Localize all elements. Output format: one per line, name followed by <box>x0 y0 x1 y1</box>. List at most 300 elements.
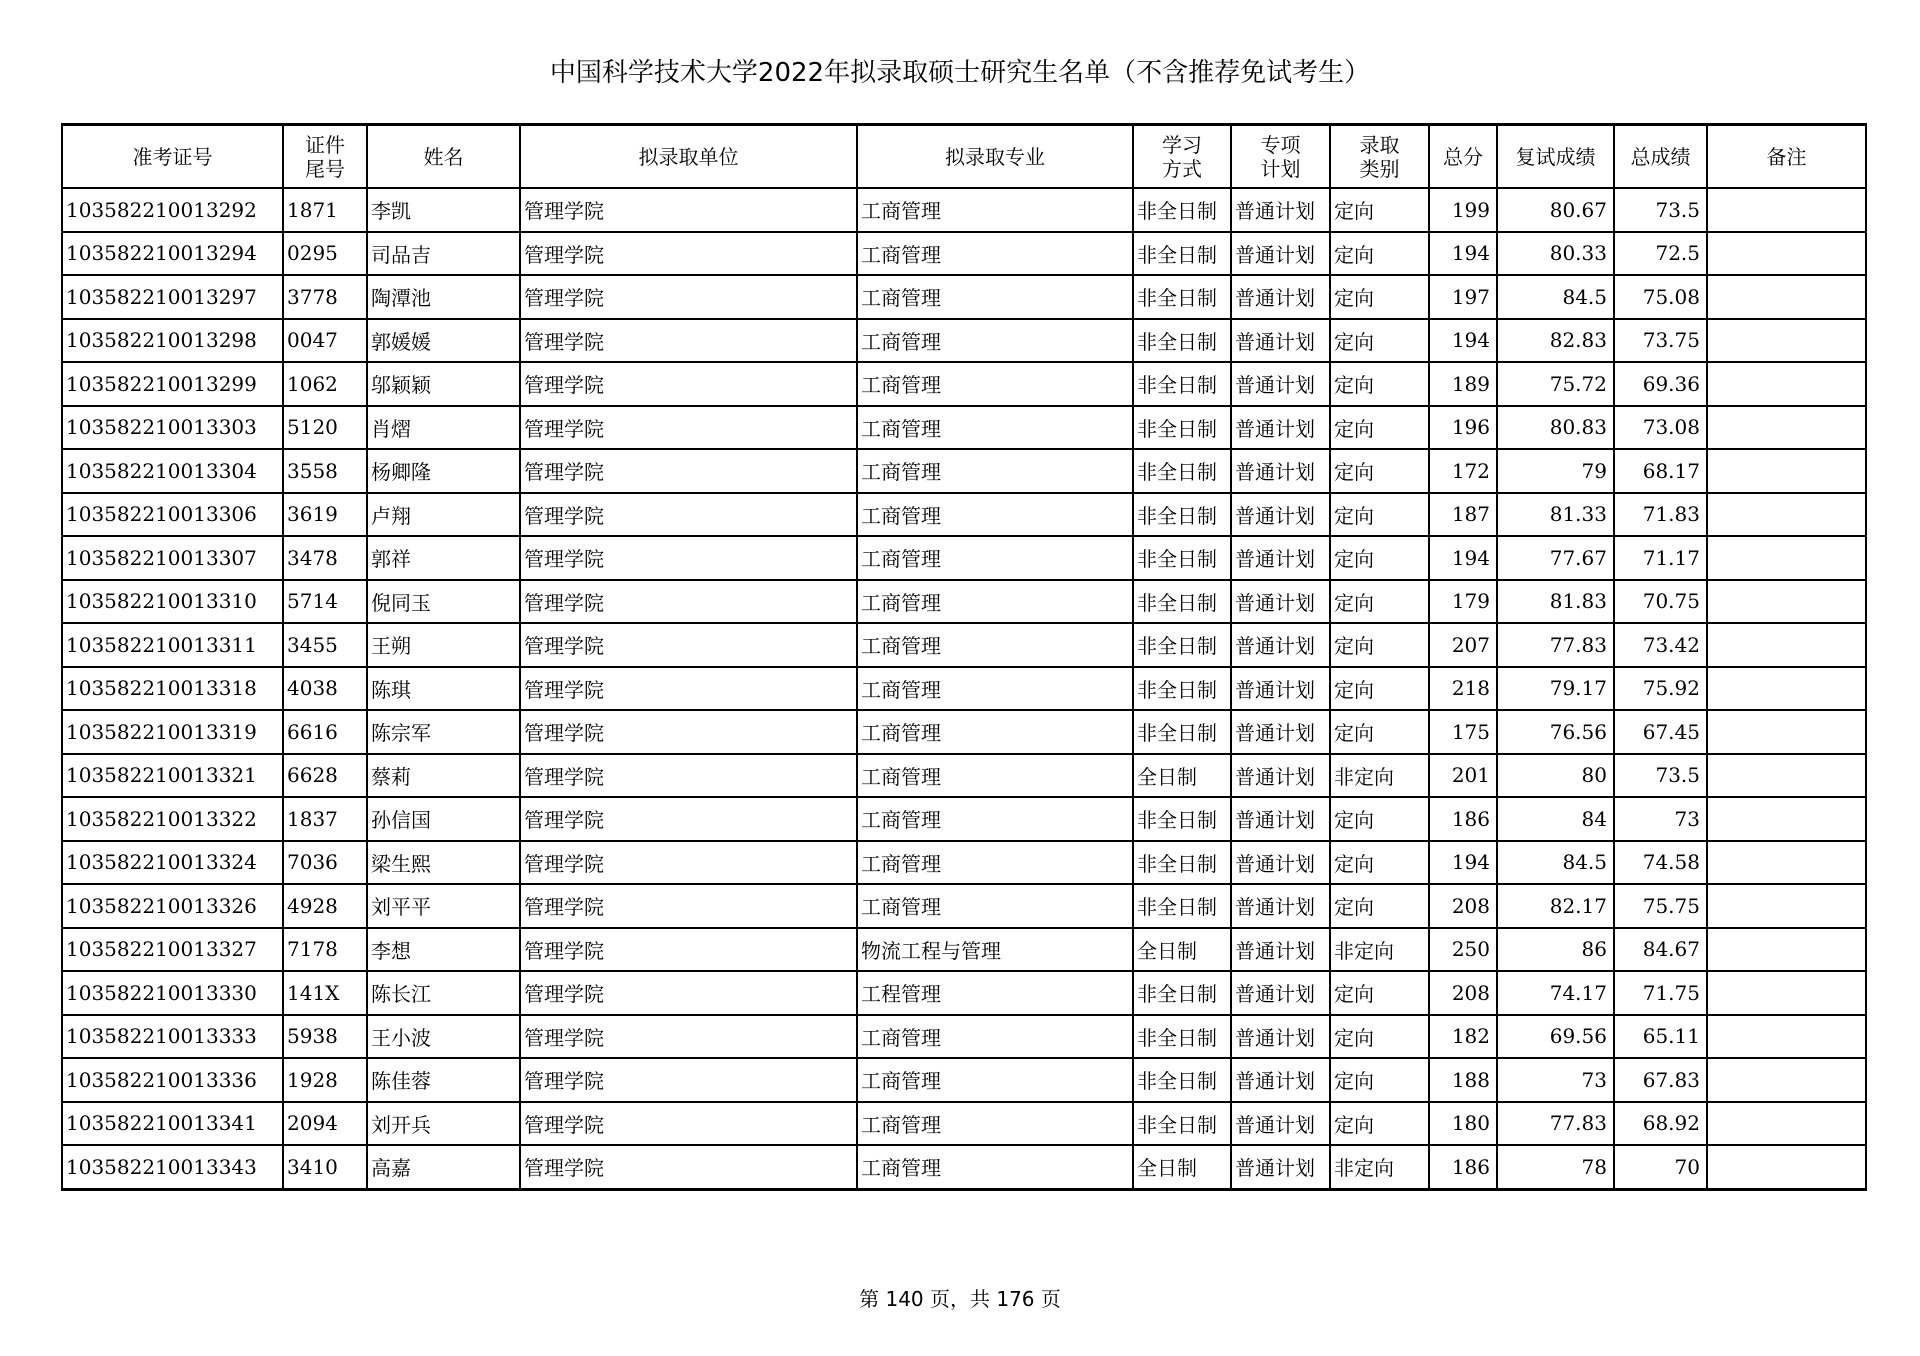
cell-name: 李凯 <box>367 188 520 232</box>
cell-unit: 管理学院 <box>520 362 857 406</box>
cell-exam-id: 103582210013336 <box>62 1058 283 1102</box>
table-row <box>62 971 1866 1015</box>
cell-retest-score: 79 <box>1497 449 1614 493</box>
cell-total-score: 188 <box>1429 1058 1497 1102</box>
cell-admission-type: 定向 <box>1330 275 1429 319</box>
cell-remarks <box>1707 667 1866 711</box>
cell-major: 工商管理 <box>857 493 1133 537</box>
cell-name: 司品吉 <box>367 232 520 276</box>
cell-unit: 管理学院 <box>520 1058 857 1102</box>
cell-major: 工商管理 <box>857 580 1133 624</box>
cell-unit: 管理学院 <box>520 884 857 928</box>
cell-study-mode: 非全日制 <box>1133 188 1231 232</box>
cell-special-plan: 普通计划 <box>1231 884 1330 928</box>
cell-total-score: 186 <box>1429 797 1497 841</box>
cell-remarks <box>1707 406 1866 450</box>
cell-name: 陶潭池 <box>367 275 520 319</box>
cell-exam-id: 103582210013319 <box>62 710 283 754</box>
cell-name: 刘平平 <box>367 884 520 928</box>
cell-special-plan: 普通计划 <box>1231 623 1330 667</box>
cell-exam-id: 103582210013330 <box>62 971 283 1015</box>
cell-special-plan: 普通计划 <box>1231 232 1330 276</box>
table-row <box>62 754 1866 798</box>
cell-admission-type: 定向 <box>1330 449 1429 493</box>
cell-name: 陈琪 <box>367 667 520 711</box>
table-row <box>62 188 1866 232</box>
cell-name: 高嘉 <box>367 1145 520 1189</box>
cell-id-suffix: 5714 <box>283 580 367 624</box>
column-header-total-score: 总分 <box>1429 125 1497 189</box>
cell-admission-type: 定向 <box>1330 1102 1429 1146</box>
cell-final-score: 73 <box>1614 797 1707 841</box>
cell-major: 工商管理 <box>857 1145 1133 1189</box>
cell-exam-id: 103582210013294 <box>62 232 283 276</box>
cell-total-score: 194 <box>1429 841 1497 885</box>
cell-retest-score: 80 <box>1497 754 1614 798</box>
admission-table <box>61 123 1867 1191</box>
cell-study-mode: 非全日制 <box>1133 971 1231 1015</box>
cell-retest-score: 86 <box>1497 928 1614 972</box>
cell-major: 工商管理 <box>857 1015 1133 1059</box>
cell-study-mode: 非全日制 <box>1133 1058 1231 1102</box>
cell-unit: 管理学院 <box>520 667 857 711</box>
cell-total-score: 199 <box>1429 188 1497 232</box>
cell-admission-type: 非定向 <box>1330 754 1429 798</box>
cell-id-suffix: 7036 <box>283 841 367 885</box>
cell-remarks <box>1707 536 1866 580</box>
cell-study-mode: 非全日制 <box>1133 580 1231 624</box>
cell-exam-id: 103582210013310 <box>62 580 283 624</box>
cell-special-plan: 普通计划 <box>1231 1145 1330 1189</box>
cell-name: 刘开兵 <box>367 1102 520 1146</box>
column-header-final-score: 总成绩 <box>1614 125 1707 189</box>
cell-exam-id: 103582210013318 <box>62 667 283 711</box>
page-title: 中国科学技术大学2022年拟录取硕士研究生名单（不含推荐免试考生） <box>549 58 1371 88</box>
cell-exam-id: 103582210013297 <box>62 275 283 319</box>
cell-retest-score: 79.17 <box>1497 667 1614 711</box>
cell-retest-score: 80.83 <box>1497 406 1614 450</box>
table-row <box>62 536 1866 580</box>
cell-admission-type: 定向 <box>1330 362 1429 406</box>
table-row <box>62 1015 1866 1059</box>
cell-remarks <box>1707 493 1866 537</box>
cell-study-mode: 非全日制 <box>1133 536 1231 580</box>
cell-name: 肖熠 <box>367 406 520 450</box>
cell-remarks <box>1707 580 1866 624</box>
cell-final-score: 65.11 <box>1614 1015 1707 1059</box>
cell-name: 杨卿隆 <box>367 449 520 493</box>
column-header-id-suffix: 证件 尾号 <box>283 125 367 189</box>
table-row <box>62 406 1866 450</box>
cell-admission-type: 定向 <box>1330 580 1429 624</box>
cell-unit: 管理学院 <box>520 493 857 537</box>
header-row <box>62 125 1866 189</box>
cell-final-score: 71.83 <box>1614 493 1707 537</box>
cell-name: 王朔 <box>367 623 520 667</box>
cell-remarks <box>1707 1015 1866 1059</box>
cell-id-suffix: 1062 <box>283 362 367 406</box>
cell-remarks <box>1707 232 1866 276</box>
cell-final-score: 84.67 <box>1614 928 1707 972</box>
page-footer: 第 140 页，共 176 页 <box>859 1287 1061 1311</box>
cell-retest-score: 82.17 <box>1497 884 1614 928</box>
table-row <box>62 362 1866 406</box>
cell-major: 工商管理 <box>857 232 1133 276</box>
cell-special-plan: 普通计划 <box>1231 754 1330 798</box>
cell-final-score: 73.5 <box>1614 188 1707 232</box>
cell-name: 陈长江 <box>367 971 520 1015</box>
table-row <box>62 493 1866 537</box>
cell-admission-type: 定向 <box>1330 667 1429 711</box>
cell-total-score: 196 <box>1429 406 1497 450</box>
cell-special-plan: 普通计划 <box>1231 841 1330 885</box>
cell-remarks <box>1707 449 1866 493</box>
cell-total-score: 218 <box>1429 667 1497 711</box>
cell-id-suffix: 6616 <box>283 710 367 754</box>
cell-admission-type: 非定向 <box>1330 1145 1429 1189</box>
cell-study-mode: 非全日制 <box>1133 623 1231 667</box>
cell-retest-score: 76.56 <box>1497 710 1614 754</box>
cell-major: 工商管理 <box>857 1058 1133 1102</box>
table-row <box>62 667 1866 711</box>
cell-final-score: 72.5 <box>1614 232 1707 276</box>
cell-retest-score: 77.67 <box>1497 536 1614 580</box>
cell-total-score: 180 <box>1429 1102 1497 1146</box>
table-row <box>62 884 1866 928</box>
cell-retest-score: 73 <box>1497 1058 1614 1102</box>
cell-admission-type: 定向 <box>1330 493 1429 537</box>
cell-final-score: 74.58 <box>1614 841 1707 885</box>
cell-retest-score: 69.56 <box>1497 1015 1614 1059</box>
cell-id-suffix: 7178 <box>283 928 367 972</box>
cell-study-mode: 非全日制 <box>1133 1102 1231 1146</box>
cell-total-score: 187 <box>1429 493 1497 537</box>
cell-unit: 管理学院 <box>520 797 857 841</box>
cell-major: 工商管理 <box>857 754 1133 798</box>
cell-unit: 管理学院 <box>520 580 857 624</box>
cell-major: 工商管理 <box>857 362 1133 406</box>
cell-retest-score: 81.83 <box>1497 580 1614 624</box>
cell-unit: 管理学院 <box>520 841 857 885</box>
cell-study-mode: 非全日制 <box>1133 710 1231 754</box>
cell-name: 倪同玉 <box>367 580 520 624</box>
cell-final-score: 75.92 <box>1614 667 1707 711</box>
cell-total-score: 250 <box>1429 928 1497 972</box>
cell-name: 郭媛媛 <box>367 319 520 363</box>
cell-major: 工程管理 <box>857 971 1133 1015</box>
cell-unit: 管理学院 <box>520 1145 857 1189</box>
cell-retest-score: 81.33 <box>1497 493 1614 537</box>
cell-special-plan: 普通计划 <box>1231 1102 1330 1146</box>
cell-name: 陈宗军 <box>367 710 520 754</box>
cell-admission-type: 定向 <box>1330 623 1429 667</box>
cell-id-suffix: 4928 <box>283 884 367 928</box>
cell-major: 工商管理 <box>857 188 1133 232</box>
cell-id-suffix: 4038 <box>283 667 367 711</box>
cell-retest-score: 84.5 <box>1497 275 1614 319</box>
cell-exam-id: 103582210013292 <box>62 188 283 232</box>
cell-remarks <box>1707 275 1866 319</box>
cell-name: 陈佳蓉 <box>367 1058 520 1102</box>
table-row <box>62 710 1866 754</box>
cell-admission-type: 定向 <box>1330 971 1429 1015</box>
cell-admission-type: 定向 <box>1330 884 1429 928</box>
cell-study-mode: 非全日制 <box>1133 362 1231 406</box>
cell-id-suffix: 141X <box>283 971 367 1015</box>
cell-major: 工商管理 <box>857 623 1133 667</box>
cell-final-score: 75.08 <box>1614 275 1707 319</box>
column-header-remarks: 备注 <box>1707 125 1866 189</box>
cell-final-score: 75.75 <box>1614 884 1707 928</box>
cell-admission-type: 定向 <box>1330 232 1429 276</box>
cell-total-score: 194 <box>1429 232 1497 276</box>
table-row <box>62 232 1866 276</box>
cell-study-mode: 全日制 <box>1133 1145 1231 1189</box>
cell-final-score: 71.75 <box>1614 971 1707 1015</box>
cell-id-suffix: 2094 <box>283 1102 367 1146</box>
cell-admission-type: 定向 <box>1330 1058 1429 1102</box>
cell-unit: 管理学院 <box>520 710 857 754</box>
cell-remarks <box>1707 797 1866 841</box>
cell-id-suffix: 3778 <box>283 275 367 319</box>
cell-id-suffix: 3410 <box>283 1145 367 1189</box>
cell-retest-score: 77.83 <box>1497 1102 1614 1146</box>
cell-admission-type: 定向 <box>1330 188 1429 232</box>
cell-special-plan: 普通计划 <box>1231 275 1330 319</box>
cell-final-score: 71.17 <box>1614 536 1707 580</box>
cell-unit: 管理学院 <box>520 319 857 363</box>
cell-special-plan: 普通计划 <box>1231 580 1330 624</box>
cell-remarks <box>1707 1145 1866 1189</box>
cell-total-score: 208 <box>1429 884 1497 928</box>
cell-major: 工商管理 <box>857 449 1133 493</box>
table-row <box>62 449 1866 493</box>
cell-total-score: 208 <box>1429 971 1497 1015</box>
cell-admission-type: 定向 <box>1330 797 1429 841</box>
cell-name: 蔡莉 <box>367 754 520 798</box>
cell-exam-id: 103582210013299 <box>62 362 283 406</box>
cell-special-plan: 普通计划 <box>1231 928 1330 972</box>
table-row <box>62 1145 1866 1189</box>
cell-study-mode: 非全日制 <box>1133 232 1231 276</box>
cell-id-suffix: 1928 <box>283 1058 367 1102</box>
cell-remarks <box>1707 971 1866 1015</box>
cell-id-suffix: 5120 <box>283 406 367 450</box>
cell-total-score: 175 <box>1429 710 1497 754</box>
cell-final-score: 73.5 <box>1614 754 1707 798</box>
cell-special-plan: 普通计划 <box>1231 667 1330 711</box>
cell-id-suffix: 3619 <box>283 493 367 537</box>
cell-final-score: 70 <box>1614 1145 1707 1189</box>
cell-name: 卢翔 <box>367 493 520 537</box>
cell-retest-score: 80.33 <box>1497 232 1614 276</box>
column-header-study-mode: 学习 方式 <box>1133 125 1231 189</box>
cell-unit: 管理学院 <box>520 275 857 319</box>
cell-id-suffix: 1837 <box>283 797 367 841</box>
cell-id-suffix: 1871 <box>283 188 367 232</box>
cell-unit: 管理学院 <box>520 449 857 493</box>
cell-unit: 管理学院 <box>520 971 857 1015</box>
cell-exam-id: 103582210013298 <box>62 319 283 363</box>
cell-retest-score: 82.83 <box>1497 319 1614 363</box>
cell-remarks <box>1707 754 1866 798</box>
cell-major: 工商管理 <box>857 275 1133 319</box>
cell-unit: 管理学院 <box>520 623 857 667</box>
cell-name: 邬颖颖 <box>367 362 520 406</box>
cell-study-mode: 非全日制 <box>1133 841 1231 885</box>
cell-name: 李想 <box>367 928 520 972</box>
cell-name: 梁生熙 <box>367 841 520 885</box>
cell-study-mode: 全日制 <box>1133 928 1231 972</box>
cell-special-plan: 普通计划 <box>1231 797 1330 841</box>
cell-study-mode: 非全日制 <box>1133 406 1231 450</box>
cell-final-score: 67.45 <box>1614 710 1707 754</box>
cell-admission-type: 定向 <box>1330 1015 1429 1059</box>
cell-special-plan: 普通计划 <box>1231 493 1330 537</box>
cell-total-score: 179 <box>1429 580 1497 624</box>
cell-admission-type: 定向 <box>1330 536 1429 580</box>
cell-special-plan: 普通计划 <box>1231 710 1330 754</box>
table-row <box>62 623 1866 667</box>
cell-special-plan: 普通计划 <box>1231 971 1330 1015</box>
column-header-special-plan: 专项 计划 <box>1231 125 1330 189</box>
column-header-name: 姓名 <box>367 125 520 189</box>
cell-id-suffix: 3455 <box>283 623 367 667</box>
cell-special-plan: 普通计划 <box>1231 449 1330 493</box>
cell-exam-id: 103582210013327 <box>62 928 283 972</box>
cell-admission-type: 定向 <box>1330 406 1429 450</box>
cell-exam-id: 103582210013343 <box>62 1145 283 1189</box>
cell-retest-score: 78 <box>1497 1145 1614 1189</box>
column-header-exam-id: 准考证号 <box>62 125 283 189</box>
cell-exam-id: 103582210013304 <box>62 449 283 493</box>
cell-total-score: 194 <box>1429 536 1497 580</box>
cell-total-score: 186 <box>1429 1145 1497 1189</box>
table-row <box>62 275 1866 319</box>
cell-special-plan: 普通计划 <box>1231 1058 1330 1102</box>
cell-final-score: 68.92 <box>1614 1102 1707 1146</box>
cell-unit: 管理学院 <box>520 1015 857 1059</box>
cell-id-suffix: 3478 <box>283 536 367 580</box>
table-row <box>62 797 1866 841</box>
cell-admission-type: 非定向 <box>1330 928 1429 972</box>
cell-exam-id: 103582210013322 <box>62 797 283 841</box>
cell-id-suffix: 0047 <box>283 319 367 363</box>
cell-admission-type: 定向 <box>1330 710 1429 754</box>
cell-remarks <box>1707 362 1866 406</box>
cell-final-score: 73.75 <box>1614 319 1707 363</box>
cell-retest-score: 84.5 <box>1497 841 1614 885</box>
cell-remarks <box>1707 623 1866 667</box>
cell-major: 工商管理 <box>857 536 1133 580</box>
table-row <box>62 319 1866 363</box>
cell-exam-id: 103582210013326 <box>62 884 283 928</box>
cell-major: 工商管理 <box>857 884 1133 928</box>
cell-special-plan: 普通计划 <box>1231 536 1330 580</box>
cell-id-suffix: 3558 <box>283 449 367 493</box>
cell-study-mode: 非全日制 <box>1133 449 1231 493</box>
cell-final-score: 73.42 <box>1614 623 1707 667</box>
cell-exam-id: 103582210013341 <box>62 1102 283 1146</box>
cell-unit: 管理学院 <box>520 928 857 972</box>
cell-unit: 管理学院 <box>520 1102 857 1146</box>
cell-total-score: 194 <box>1429 319 1497 363</box>
cell-retest-score: 77.83 <box>1497 623 1614 667</box>
cell-remarks <box>1707 928 1866 972</box>
cell-study-mode: 非全日制 <box>1133 797 1231 841</box>
cell-final-score: 69.36 <box>1614 362 1707 406</box>
cell-remarks <box>1707 1058 1866 1102</box>
table-row <box>62 580 1866 624</box>
cell-special-plan: 普通计划 <box>1231 362 1330 406</box>
cell-retest-score: 75.72 <box>1497 362 1614 406</box>
cell-total-score: 201 <box>1429 754 1497 798</box>
cell-final-score: 70.75 <box>1614 580 1707 624</box>
cell-admission-type: 定向 <box>1330 319 1429 363</box>
table-row <box>62 1058 1866 1102</box>
cell-major: 工商管理 <box>857 319 1133 363</box>
cell-major: 工商管理 <box>857 841 1133 885</box>
cell-total-score: 197 <box>1429 275 1497 319</box>
cell-total-score: 182 <box>1429 1015 1497 1059</box>
table-row <box>62 841 1866 885</box>
cell-final-score: 73.08 <box>1614 406 1707 450</box>
cell-study-mode: 全日制 <box>1133 754 1231 798</box>
cell-unit: 管理学院 <box>520 754 857 798</box>
cell-special-plan: 普通计划 <box>1231 319 1330 363</box>
cell-id-suffix: 6628 <box>283 754 367 798</box>
cell-remarks <box>1707 319 1866 363</box>
column-header-admission-type: 录取 类别 <box>1330 125 1429 189</box>
cell-remarks <box>1707 884 1866 928</box>
cell-id-suffix: 0295 <box>283 232 367 276</box>
cell-exam-id: 103582210013307 <box>62 536 283 580</box>
cell-study-mode: 非全日制 <box>1133 667 1231 711</box>
cell-major: 工商管理 <box>857 710 1133 754</box>
cell-remarks <box>1707 710 1866 754</box>
cell-id-suffix: 5938 <box>283 1015 367 1059</box>
cell-total-score: 189 <box>1429 362 1497 406</box>
cell-admission-type: 定向 <box>1330 841 1429 885</box>
cell-remarks <box>1707 841 1866 885</box>
cell-retest-score: 74.17 <box>1497 971 1614 1015</box>
cell-major: 工商管理 <box>857 797 1133 841</box>
cell-unit: 管理学院 <box>520 232 857 276</box>
cell-unit: 管理学院 <box>520 406 857 450</box>
table-body <box>62 188 1866 1189</box>
column-header-major: 拟录取专业 <box>857 125 1133 189</box>
table-row <box>62 928 1866 972</box>
cell-special-plan: 普通计划 <box>1231 188 1330 232</box>
cell-final-score: 67.83 <box>1614 1058 1707 1102</box>
cell-exam-id: 103582210013324 <box>62 841 283 885</box>
cell-exam-id: 103582210013321 <box>62 754 283 798</box>
cell-study-mode: 非全日制 <box>1133 493 1231 537</box>
cell-total-score: 172 <box>1429 449 1497 493</box>
cell-special-plan: 普通计划 <box>1231 1015 1330 1059</box>
cell-exam-id: 103582210013333 <box>62 1015 283 1059</box>
cell-study-mode: 非全日制 <box>1133 275 1231 319</box>
cell-total-score: 207 <box>1429 623 1497 667</box>
cell-exam-id: 103582210013306 <box>62 493 283 537</box>
cell-name: 王小波 <box>367 1015 520 1059</box>
cell-name: 郭祥 <box>367 536 520 580</box>
cell-retest-score: 80.67 <box>1497 188 1614 232</box>
cell-study-mode: 非全日制 <box>1133 1015 1231 1059</box>
cell-exam-id: 103582210013303 <box>62 406 283 450</box>
cell-major: 工商管理 <box>857 667 1133 711</box>
cell-major: 物流工程与管理 <box>857 928 1133 972</box>
